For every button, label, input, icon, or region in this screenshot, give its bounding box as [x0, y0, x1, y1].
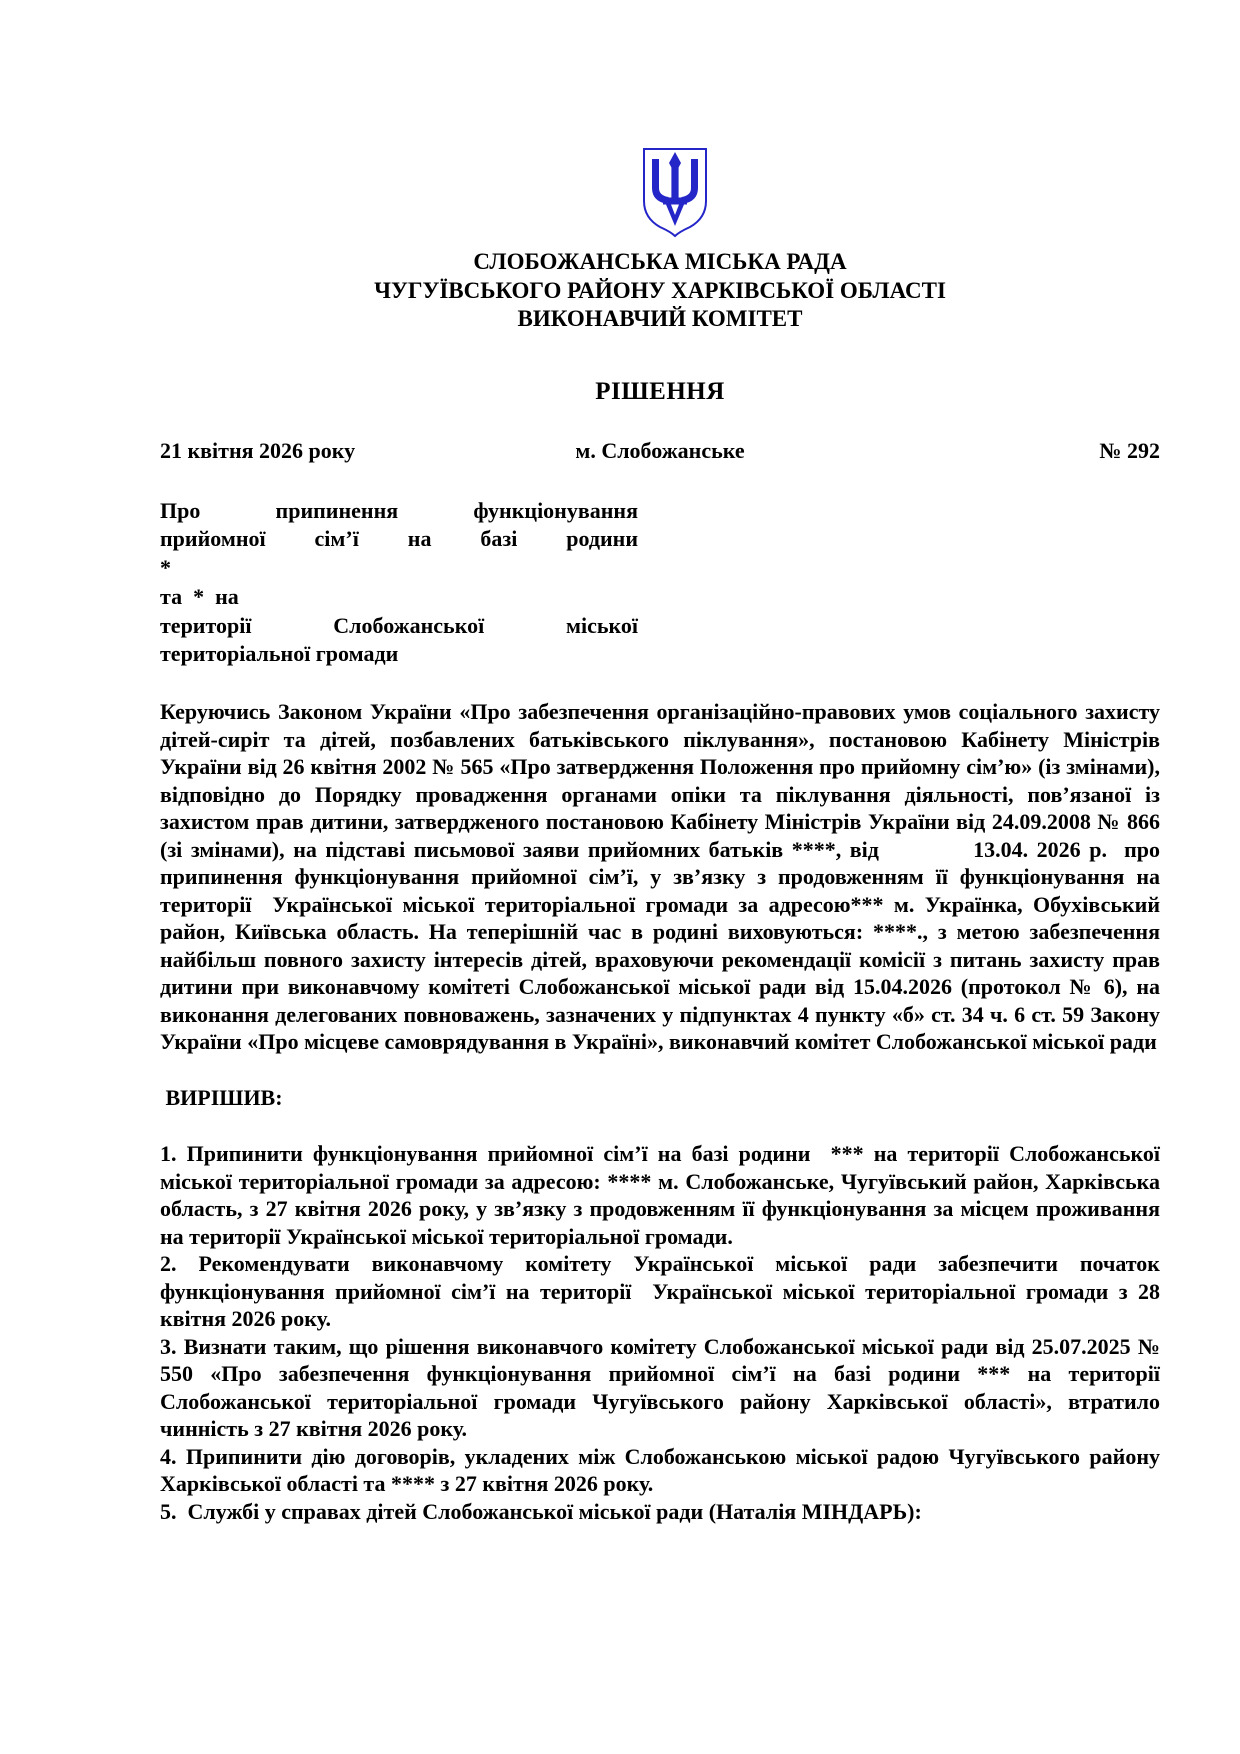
subject-line: території Слобожанської міської [160, 612, 638, 638]
org-name-line1: СЛОБОЖАНСЬКА МІСЬКА РАДА [473, 249, 847, 274]
org-name-line2: ЧУГУЇВСЬКОГО РАЙОНУ ХАРКІВСЬКОЇ ОБЛАСТІ [374, 277, 946, 303]
ukraine-trident-icon [637, 146, 713, 240]
subject-block [160, 497, 638, 670]
decision-number: № 292 [1099, 437, 1160, 463]
subject-line: територіальної громади [160, 641, 399, 667]
subject-line: Про припинення функціонування [160, 497, 638, 523]
org-name-line3: ВИКОНАВЧИЙ КОМІТЕТ [517, 306, 803, 331]
resolution-word: ВИРІШИВ: [160, 1084, 283, 1110]
decision-place: м. Слобожанське [575, 437, 745, 463]
preamble-paragraph: Керуючись Законом України «Про забезпечення організаційно-правових умов соціального захисту дітей-сиріт та дітей, позбавлених батьківського піклування», постановою Кабінету Міністрів України від 26 квітня 2002 № 565 «Про затвердження Положення про прийомну сім’ю» (із змінами), відповідно до Порядку провадження органами опіки та піклування діяльності, пов’язаної із захистом прав дитини, затвердженого постановою Кабінету Міністрів України від 24.09.2008 № 866 (зі змінами), на підставі письмової заяви прийомних батьків ****, від 13.04. 2026 р. про припинення функціонування прийомної сім’ї, у зв’язку з продовженням її функціонування на території Української міської територіальної громади за адресою*** м. Українка, Обухівський район, Київська область. На теперішній час в родині виховуються: ****., з метою забезпечення найбільш повного захисту інтересів дітей, враховуючи рекомендації комісії з питань захисту прав дитини при виконавчому комітеті Слобожанської міської ради від 15.04.2026 (протокол № 6), на виконання делегованих повноважень, зазначених у підпунктах 4 пункту «б» ст. 34 ч. 6 ст. 59 Закону України «Про місцеве самоврядування в Україні», виконавчий комітет Слобожанської міської ради [160, 699, 1160, 1055]
decision-date: 21 квітня 2026 року [160, 437, 356, 463]
resolution-item-3: 3. Визнати таким, що рішення виконавчого комітету Слобожанської міської ради від 25.07.2025 № 550 «Про забезпечення функціонування прийомної сім’ї на базі родини *** на території Слобожанської територіальної громади Чугуївського району Харківської області», втратило чинність з 27 квітня 2026 року. [160, 1333, 1160, 1442]
resolution-item-4: 4. Припинити дію договорів, укладених між Слобожанською міської радою Чугуївського району Харківської області та **** з 27 квітня 2026 року. [160, 1443, 1160, 1497]
subject-line: прийомної сім’ї на базі родини [160, 526, 638, 552]
resolution-item-5: 5. Службі у справах дітей Слобожанської міської ради (Наталія МІНДАРЬ): [160, 1498, 922, 1524]
resolution-item-1: 1. Припинити функціонування прийомної сім’ї на базі родини *** на території Слобожанської міської територіальної громади за адресою: **** м. Слобожанське, Чугуївський район, Харківська область, з 27 квітня 2026 року, у зв’язку з продовженням її функціонування за місцем проживання на території Української міської територіальної громади. [160, 1141, 1160, 1249]
resolution-item-2: 2. Рекомендувати виконавчому комітету Української міської ради забезпечити початок функціонування прийомної сім’ї на території Української міської територіальної громади з 28 квітня 2026 року. [160, 1251, 1160, 1332]
subject-line: * [160, 555, 171, 581]
document-type-title: РІШЕННЯ [595, 377, 725, 405]
resolution-items [160, 1140, 1160, 1525]
emblem [175, 146, 1175, 240]
meta-row [160, 438, 1160, 464]
org-header [160, 248, 1160, 334]
subject-line: та * на [160, 583, 239, 609]
